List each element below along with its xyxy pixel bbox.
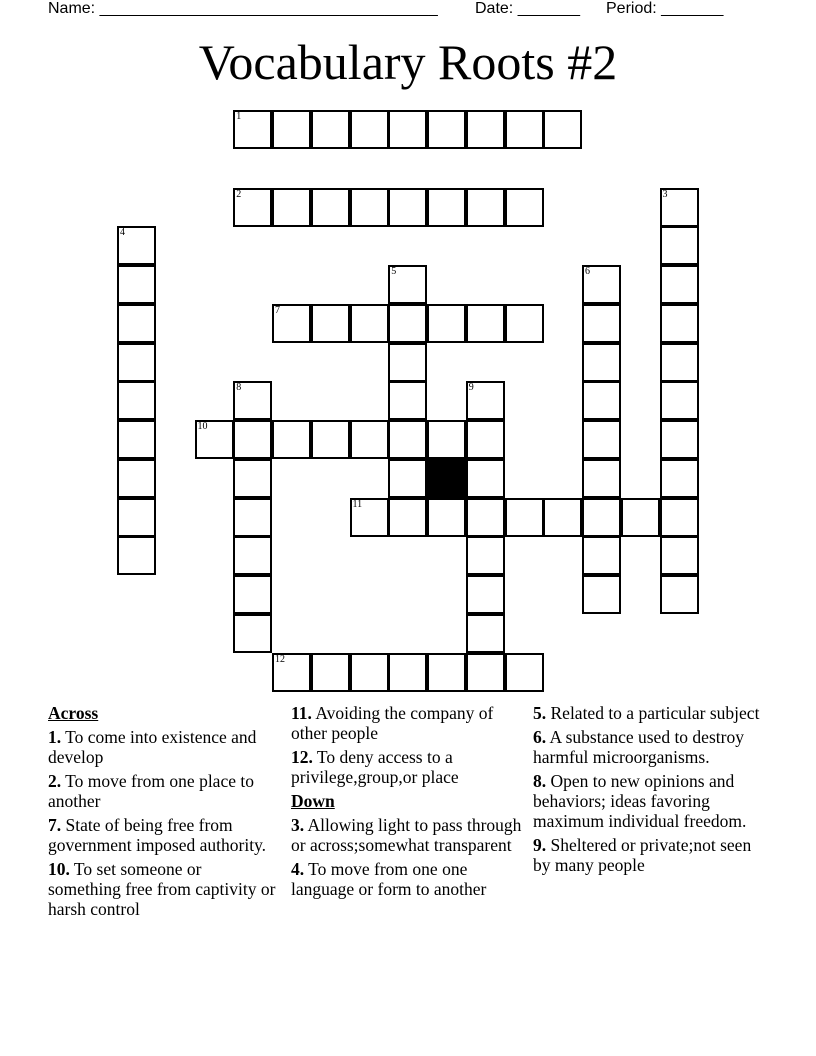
crossword-cell[interactable] <box>505 110 544 149</box>
crossword-cell[interactable] <box>505 188 544 227</box>
crossword-cell[interactable] <box>427 653 466 692</box>
crossword-cell[interactable] <box>388 420 427 459</box>
crossword-cell[interactable] <box>117 226 156 265</box>
crossword-cell[interactable] <box>233 188 272 227</box>
clue-across-1: 1. To come into existence and develop <box>48 727 257 767</box>
crossword-cell[interactable] <box>582 459 621 498</box>
crossword-cell[interactable] <box>388 381 427 420</box>
clues-column-2 <box>291 703 527 903</box>
clue-across-7: 7. State of being free from government imposed authority. <box>48 815 267 855</box>
crossword-cell[interactable] <box>350 110 389 149</box>
crossword-cell[interactable] <box>427 110 466 149</box>
crossword-cell[interactable] <box>117 498 156 537</box>
clue-down-6: 6. A substance used to destroy harmful microorganisms. <box>533 727 744 767</box>
crossword-cell[interactable] <box>660 265 699 304</box>
clue-down-5: 5. Related to a particular subject <box>533 703 760 723</box>
crossword-cell[interactable] <box>427 498 466 537</box>
crossword-cell[interactable] <box>466 536 505 575</box>
name-field[interactable]: Name: ______________________________________ <box>48 0 438 17</box>
clues-column-3 <box>533 703 763 879</box>
crossword-cell[interactable] <box>582 265 621 304</box>
crossword-cell[interactable] <box>311 188 350 227</box>
clue-number: 3 <box>662 188 668 200</box>
page-title: Vocabulary Roots #2 <box>198 34 618 90</box>
crossword-cell[interactable] <box>621 498 660 537</box>
crossword-cell[interactable] <box>582 343 621 382</box>
crossword-cell[interactable] <box>660 226 699 265</box>
crossword-cell[interactable] <box>660 536 699 575</box>
crossword-cell[interactable] <box>388 110 427 149</box>
crossword-cell[interactable] <box>466 188 505 227</box>
clues-column-1 <box>48 703 278 923</box>
clue-across-10: 10. To set someone or something free from captivity or harsh control <box>48 859 276 919</box>
crossword-cell[interactable] <box>466 381 505 420</box>
clue-down-8: 8. Open to new opinions and behaviors; ideas favoring maximum individual freedom. <box>533 771 747 831</box>
crossword-cell[interactable] <box>505 498 544 537</box>
crossword-cell[interactable] <box>311 653 350 692</box>
crossword-cell[interactable] <box>466 575 505 614</box>
crossword-cell[interactable] <box>388 343 427 382</box>
crossword-cell[interactable] <box>233 498 272 537</box>
crossword-cell[interactable] <box>427 304 466 343</box>
crossword-cell[interactable] <box>233 420 272 459</box>
clue-down-9: 9. Sheltered or private;not seen by many people <box>533 835 752 875</box>
down-heading: Down <box>291 791 335 811</box>
crossword-cell[interactable] <box>582 575 621 614</box>
clue-number: 8 <box>236 382 242 394</box>
crossword-cell[interactable] <box>660 498 699 537</box>
crossword-cell[interactable] <box>543 110 582 149</box>
date-field[interactable]: Date: _______ <box>475 0 580 17</box>
across-heading: Across <box>48 703 99 723</box>
clue-number: 10 <box>197 421 208 432</box>
crossword-cell[interactable] <box>388 498 427 537</box>
crossword-cell[interactable] <box>505 653 544 692</box>
crossword-cell[interactable] <box>660 459 699 498</box>
crossword-cell[interactable] <box>117 381 156 420</box>
clue-down-4: 4. To move from one one language or form to another <box>291 859 487 899</box>
crossword-cell[interactable] <box>388 188 427 227</box>
clue-down-3: 3. Allowing light to pass through or across;somewhat transparent <box>291 815 522 855</box>
crossword-cell[interactable] <box>660 304 699 343</box>
crossword-cell[interactable] <box>311 420 350 459</box>
crossword-cell[interactable] <box>388 265 427 304</box>
period-field[interactable]: Period: _______ <box>606 0 724 17</box>
clue-number: 4 <box>120 227 125 239</box>
crossword-cell[interactable] <box>543 498 582 537</box>
crossword-cell[interactable] <box>466 614 505 653</box>
clue-across-2: 2. To move from one place to another <box>48 771 254 811</box>
crossword-cell[interactable] <box>195 420 234 459</box>
crossword-cell[interactable] <box>350 420 389 459</box>
clue-number: 5 <box>391 266 397 277</box>
crossword-cell[interactable] <box>350 498 389 537</box>
crossword-cell[interactable] <box>311 110 350 149</box>
crossword-cell[interactable] <box>272 420 311 459</box>
crossword-cell[interactable] <box>582 420 621 459</box>
crossword-cell[interactable] <box>272 188 311 227</box>
crossword-cell[interactable] <box>466 459 505 498</box>
crossword-cell[interactable] <box>233 614 272 653</box>
crossword-cell[interactable] <box>117 304 156 343</box>
crossword-cell[interactable] <box>660 420 699 459</box>
clue-across-11: 11. Avoiding the company of other people <box>291 703 494 743</box>
crossword-cell[interactable] <box>233 536 272 575</box>
clue-number: 7 <box>275 304 280 316</box>
crossword-cell[interactable] <box>466 110 505 149</box>
crossword-cell[interactable] <box>388 459 427 498</box>
crossword-cell[interactable] <box>582 536 621 575</box>
crossword-cell[interactable] <box>466 498 505 537</box>
clue-number: 9 <box>468 382 474 394</box>
crossword-cell[interactable] <box>660 381 699 420</box>
crossword-cell[interactable] <box>660 188 699 227</box>
crossword-cell[interactable] <box>117 420 156 459</box>
crossword-cell[interactable] <box>466 420 505 459</box>
crossword-cell[interactable] <box>350 188 389 227</box>
crossword-cell[interactable] <box>582 304 621 343</box>
clue-number: 6 <box>585 266 590 277</box>
crossword-cell[interactable] <box>466 653 505 692</box>
crossword-block <box>427 459 466 498</box>
crossword-cell[interactable] <box>233 381 272 420</box>
crossword-cell[interactable] <box>272 110 311 149</box>
crossword-cell[interactable] <box>466 304 505 343</box>
crossword-cell[interactable] <box>311 304 350 343</box>
crossword-cell[interactable] <box>660 575 699 614</box>
crossword-cell[interactable] <box>117 343 156 382</box>
clue-number: 12 <box>275 653 285 665</box>
crossword-cell[interactable] <box>427 420 466 459</box>
crossword-cell[interactable] <box>427 188 466 227</box>
clue-number: 1 <box>236 111 242 122</box>
crossword-cell[interactable] <box>117 536 156 575</box>
crossword-cell[interactable] <box>582 498 621 537</box>
crossword-cell[interactable] <box>233 110 272 149</box>
clue-number: 2 <box>236 188 242 200</box>
crossword-cell[interactable] <box>660 343 699 382</box>
crossword-cell[interactable] <box>272 304 311 343</box>
crossword-cell[interactable] <box>117 459 156 498</box>
clue-number: 11 <box>352 498 363 510</box>
crossword-cell[interactable] <box>117 265 156 304</box>
crossword-cell[interactable] <box>350 653 389 692</box>
crossword-cell[interactable] <box>582 381 621 420</box>
clue-across-12: 12. To deny access to a privilege,group,or place <box>291 747 459 787</box>
crossword-cell[interactable] <box>350 304 389 343</box>
crossword-cell[interactable] <box>388 653 427 692</box>
crossword-cell[interactable] <box>233 575 272 614</box>
crossword-cell[interactable] <box>505 304 544 343</box>
crossword-cell[interactable] <box>233 459 272 498</box>
crossword-cell[interactable] <box>272 653 311 692</box>
crossword-cell[interactable] <box>388 304 427 343</box>
